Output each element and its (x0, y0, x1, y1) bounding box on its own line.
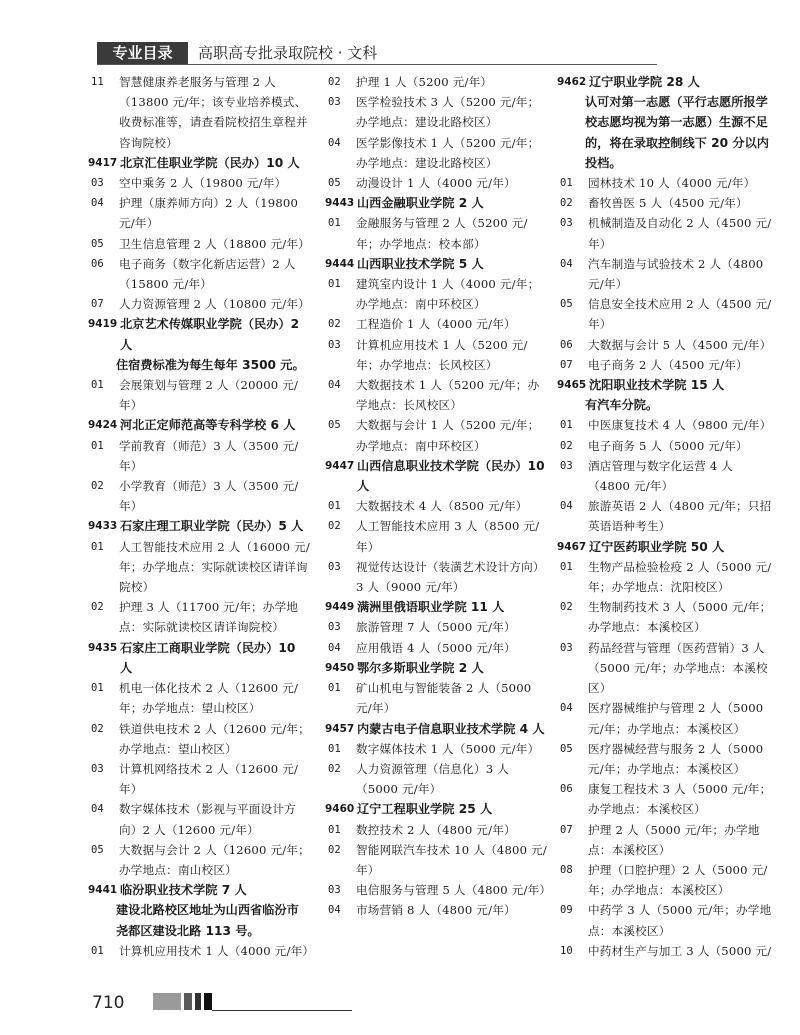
program-text: 铁道供电技术 2 人（12600 元/年；办学地点：望山校区） (119, 721, 310, 756)
school-code: 9450 (325, 661, 355, 674)
program-entry (325, 638, 551, 658)
school-code: 9441 (88, 884, 118, 897)
program-entry (88, 436, 310, 476)
program-number: 04 (560, 257, 573, 270)
program-number: 02 (91, 722, 104, 735)
program-number: 02 (328, 520, 341, 533)
school-name: 北京汇佳职业学院（民办）10 人 (120, 155, 300, 170)
school-code: 9443 (325, 197, 355, 210)
program-text: 数字媒体技术（影视与平面设计方向）2 人（12600 元/年） (119, 802, 296, 837)
program-text: 矿山机电与智能装备 2 人（5000 元/年） (356, 681, 532, 716)
program-text: 人力资源管理（信息化）3 人（5000 元/年） (356, 761, 509, 797)
program-number: 01 (328, 278, 341, 291)
program-entry (325, 335, 551, 375)
program-text: 护理 3 人（11700 元/年；办学地点：实际就读校区请详询院校） (119, 600, 299, 635)
program-text: 会展策划与管理 2 人（20000 元/年） (119, 378, 299, 413)
program-number: 08 (560, 863, 573, 876)
program-number: 01 (328, 217, 341, 230)
program-entry (88, 597, 310, 637)
school-name: 山西信息职业技术学院（民办）10 人 (357, 458, 545, 494)
program-text: 人工智能技术应用 3 人（8500 元/年） (356, 519, 540, 554)
school-name: 北京艺术传媒职业学院（民办）2 人 (120, 317, 300, 352)
school-code: 9433 (88, 520, 118, 533)
program-text: 医疗器械经营与服务 2 人（5000 元/年；办学地点：本溪校区） (588, 741, 764, 776)
program-text: 数字媒体技术 1 人（5000 元/年） (356, 741, 540, 756)
program-number: 10 (560, 944, 573, 957)
program-entry (557, 638, 775, 699)
program-number: 04 (560, 702, 573, 715)
program-number: 01 (91, 944, 104, 957)
program-text: 中药学 3 人（5000 元/年；办学地点：本溪校区） (588, 903, 772, 938)
program-entry (325, 133, 551, 173)
program-text: 电子商务 5 人（5000 元/年） (588, 438, 748, 453)
program-number: 06 (91, 257, 104, 270)
column-3 (557, 72, 775, 961)
program-text: 园林技术 10 人（4000 元/年） (588, 176, 756, 191)
school-code: 9457 (325, 722, 355, 735)
page-header (97, 42, 657, 64)
program-text: 生物制药技术 3 人（5000 元/年；办学地点：本溪校区） (588, 600, 772, 635)
program-text: 数控技术 2 人（4800 元/年） (356, 822, 516, 837)
program-entry (557, 173, 775, 193)
program-text: 市场营销 8 人（4800 元/年） (356, 903, 516, 918)
school-heading (325, 254, 551, 274)
program-entry (325, 415, 551, 455)
program-entry (557, 900, 775, 940)
school-name: 石家庄工商职业学院（民办）10 人 (120, 640, 296, 675)
program-text: 畜牧兽医 5 人（4500 元/年） (588, 196, 748, 211)
school-heading (557, 537, 775, 557)
program-entry (557, 557, 775, 597)
program-text: 汽车制造与试验技术 2 人（4800 元/年） (588, 256, 764, 292)
program-entry (557, 294, 775, 334)
program-text: 护理 1 人（5200 元/年） (356, 75, 493, 89)
school-name: 鄂尔多斯职业学院 2 人 (357, 660, 484, 675)
program-number: 01 (328, 742, 341, 755)
school-code: 9419 (88, 318, 118, 331)
school-name: 辽宁医药职业学院 50 人 (589, 539, 725, 554)
program-entry (557, 335, 775, 355)
school-note: 住宿费标准为每生每年 3500 元。 (116, 357, 305, 372)
school-heading (325, 799, 551, 819)
program-entry (88, 759, 310, 799)
program-number: 01 (560, 560, 573, 573)
program-number: 07 (560, 358, 573, 371)
program-text: 电子商务 2 人（4500 元/年） (588, 357, 748, 372)
column-2 (325, 72, 551, 921)
program-entry (325, 820, 551, 840)
school-heading (88, 880, 310, 900)
program-number: 01 (560, 419, 573, 432)
program-text: 空中乘务 2 人（19800 元/年） (119, 176, 287, 191)
program-text: 护理（康养师方向）2 人（19800 元/年） (119, 196, 299, 231)
program-text: 计算机应用技术 1 人（4000 元/年） (119, 943, 315, 958)
program-number: 01 (91, 540, 104, 553)
section-badge: 专业目录 (97, 42, 188, 64)
school-name: 临汾职业技术学院 7 人 (120, 883, 247, 898)
school-code: 9424 (88, 419, 118, 432)
school-heading (325, 597, 551, 617)
program-entry (557, 456, 775, 496)
program-text: 酒店管理与数字化运营 4 人（4800 元/年） (588, 458, 734, 494)
program-number: 02 (328, 318, 341, 331)
program-entry (88, 476, 310, 516)
school-code: 9447 (325, 459, 355, 472)
program-entry (557, 355, 775, 375)
program-entry (325, 900, 551, 920)
program-entry (88, 72, 310, 153)
program-entry (557, 254, 775, 294)
program-number: 05 (328, 419, 341, 432)
program-entry (325, 314, 551, 334)
program-number: 06 (560, 338, 573, 351)
program-entry (325, 92, 551, 132)
program-entry (557, 436, 775, 456)
program-number: 03 (91, 762, 104, 775)
program-text: 中医康复技术 4 人（9800 元/年） (588, 418, 772, 433)
school-heading (88, 314, 310, 354)
school-code: 9417 (88, 156, 118, 169)
school-code: 9444 (325, 257, 355, 270)
program-entry (88, 678, 310, 718)
school-note: 有汽车分院。 (585, 398, 659, 413)
program-text: 金融服务与管理 2 人（5200 元/年；办学地点：校本部） (356, 216, 528, 251)
program-text: 康复工程技术 3 人（5000 元/年；办学地点：本溪校区） (588, 782, 772, 817)
program-text: 电信服务与管理 5 人（4800 元/年） (356, 883, 552, 898)
program-text: 中药材生产与加工 3 人（5000 元/ (588, 943, 772, 958)
program-entry (88, 799, 310, 839)
program-text: 智慧健康养老服务与管理 2 人（13800 元/年；该专业培养模式、收费标准等，请查看院校招生章程并咨询院校） (119, 75, 308, 150)
program-number: 02 (328, 762, 341, 775)
program-number: 02 (560, 601, 573, 614)
program-entry (88, 173, 310, 193)
school-name: 河北正定师范高等专科学校 6 人 (120, 418, 296, 433)
school-heading (88, 638, 310, 678)
program-number: 11 (91, 76, 104, 88)
program-number: 01 (91, 379, 104, 392)
program-entry (557, 739, 775, 779)
program-number: 09 (560, 904, 573, 917)
footer-decoration (153, 993, 213, 1010)
footer-rule (212, 1010, 352, 1011)
program-entry (557, 698, 775, 738)
program-number: 03 (328, 560, 341, 573)
program-entry (557, 415, 775, 435)
program-text: 应用俄语 4 人（5000 元/年） (356, 640, 516, 655)
program-entry (325, 739, 551, 759)
program-number: 02 (560, 197, 573, 210)
school-heading (325, 193, 551, 213)
school-heading (88, 153, 310, 173)
program-text: 电子商务（数字化新店运营）2 人（15800 元/年） (119, 256, 296, 292)
program-text: 旅游英语 2 人（4800 元/年；只招英语语种考生） (588, 499, 772, 534)
program-text: 旅游管理 7 人（5000 元/年） (356, 620, 516, 635)
program-number: 03 (560, 217, 573, 230)
program-text: 计算机网络技术 2 人（12600 元/年） (119, 761, 299, 797)
program-number: 04 (328, 379, 341, 392)
school-code: 9467 (557, 540, 587, 553)
program-entry (88, 375, 310, 415)
program-entry (557, 213, 775, 253)
program-entry (88, 719, 310, 759)
program-number: 01 (560, 177, 573, 190)
program-entry (557, 597, 775, 637)
program-entry (88, 234, 310, 254)
school-heading (557, 72, 775, 92)
program-text: 护理 2 人（5000 元/年；办学地点：本溪校区） (588, 822, 760, 857)
program-number: 01 (91, 682, 104, 695)
program-number: 02 (560, 439, 573, 452)
program-text: 动漫设计 1 人（4000 元/年） (356, 176, 516, 191)
program-text: 大数据与会计 1 人（5200 元/年；办学地点：南中环校区） (356, 418, 540, 453)
school-code: 9462 (557, 76, 587, 88)
program-number: 02 (91, 480, 104, 493)
program-entry (325, 880, 551, 900)
program-text: 人工智能技术应用 2 人（16000 元/年；办学地点：实际就读校区请详询院校） (119, 539, 310, 595)
program-number: 04 (91, 197, 104, 210)
program-text: 人力资源管理 2 人（10800 元/年） (119, 297, 310, 312)
program-text: 机械制造及自动化 2 人（4500 元/年） (588, 216, 772, 251)
footer-bar (184, 993, 192, 1010)
program-number: 04 (91, 803, 104, 816)
program-text: 视觉传达设计（装潢艺术设计方向）3 人（9000 元/年） (356, 559, 545, 595)
program-entry (325, 840, 551, 880)
school-name: 辽宁职业学院 28 人 (589, 75, 700, 89)
program-entry (325, 496, 551, 516)
program-number: 03 (328, 621, 341, 634)
program-number: 04 (560, 500, 573, 513)
footer-bar (153, 993, 181, 1010)
page-number: 710 (92, 993, 125, 1013)
program-entry (88, 193, 310, 233)
program-entry (88, 294, 310, 314)
program-entry (325, 72, 551, 92)
school-name: 内蒙古电子信息职业技术学院 4 人 (357, 721, 545, 736)
program-number: 01 (328, 823, 341, 836)
program-text: 大数据与会计 5 人（4500 元/年） (588, 337, 772, 352)
program-text: 机电一体化技术 2 人（12600 元/年；办学地点：望山校区） (119, 681, 299, 716)
school-note: 认可对第一志愿（平行志愿所报学校志愿均视为第一志愿）生源不足的，将在录取控制线下 20 分以内投档。 (585, 95, 769, 170)
program-text: 计算机应用技术 1 人（5200 元/年；办学地点：长风校区） (356, 337, 528, 372)
program-entry (325, 617, 551, 637)
program-number: 04 (328, 641, 341, 654)
program-entry (557, 941, 775, 961)
program-number: 04 (328, 904, 341, 917)
program-entry (88, 254, 310, 294)
program-number: 01 (91, 439, 104, 452)
program-number: 02 (328, 843, 341, 856)
program-entry (88, 840, 310, 880)
program-number: 03 (560, 641, 573, 654)
program-text: 工程造价 1 人（4000 元/年） (356, 317, 516, 332)
school-name: 石家庄理工职业学院（民办）5 人 (120, 519, 304, 534)
program-entry (325, 274, 551, 314)
program-text: 生物产品检验检疫 2 人（5000 元/年；办学地点：沈阳校区） (588, 559, 772, 595)
footer-bar (195, 993, 201, 1010)
school-code: 9465 (557, 379, 587, 392)
program-number: 05 (91, 843, 104, 856)
program-number: 03 (328, 884, 341, 897)
school-code: 9460 (325, 803, 355, 816)
program-number: 03 (560, 459, 573, 472)
school-heading (88, 516, 310, 536)
program-entry (557, 779, 775, 819)
program-text: 医疗器械维护与管理 2 人（5000 元/年；办学地点：本溪校区） (588, 701, 764, 736)
program-entry (88, 537, 310, 598)
program-number: 03 (328, 338, 341, 351)
program-text: 小学教育（师范）3 人（3500 元/年） (119, 479, 299, 514)
program-number: 06 (560, 783, 573, 796)
school-heading (325, 456, 551, 496)
school-name: 辽宁工程职业学院 25 人 (357, 802, 493, 817)
program-number: 05 (560, 742, 573, 755)
program-entry (325, 516, 551, 556)
program-text: 学前教育（师范）3 人（3500 元/年） (119, 438, 299, 473)
footer-bar (204, 993, 212, 1010)
program-number: 05 (91, 237, 104, 250)
program-number: 01 (328, 682, 341, 695)
school-name: 满洲里俄语职业学院 11 人 (357, 600, 505, 615)
program-number: 07 (91, 298, 104, 311)
program-text: 大数据与会计 2 人（12600 元/年；办学地点：南山校区） (119, 842, 310, 877)
program-number: 02 (328, 76, 341, 88)
program-text: 大数据技术 4 人（8500 元/年） (356, 499, 528, 514)
program-text: 护理（口腔护理）2 人（5000 元/年；办学地点：本溪校区） (588, 862, 768, 898)
program-number: 04 (328, 136, 341, 149)
program-text: 大数据技术 1 人（5200 元/年；办学地点：长风校区） (356, 378, 540, 413)
header-title: 高职高专批录取院校 · 文科 (198, 44, 378, 62)
program-text: 药品经营与管理（医药营销）3 人（5000 元/年；办学地点：本溪校区） (588, 640, 768, 696)
school-name: 山西金融职业学院 2 人 (357, 196, 484, 211)
program-number: 01 (328, 500, 341, 513)
program-text: 信息安全技术应用 2 人（4500 元/年） (588, 297, 772, 332)
program-number: 03 (328, 96, 341, 109)
program-entry (325, 213, 551, 253)
school-code: 9449 (325, 601, 355, 614)
program-text: 医学影像技术 1 人（5200 元/年；办学地点：建设北路校区） (356, 135, 540, 170)
program-entry (325, 557, 551, 597)
column-1 (88, 72, 315, 961)
school-heading (325, 719, 551, 739)
program-entry (557, 193, 775, 213)
school-note: 建设北路校区地址为山西省临汾市尧都区建设北路 113 号。 (116, 903, 299, 938)
program-entry (325, 173, 551, 193)
program-number: 07 (560, 823, 573, 836)
school-name: 山西职业技术学院 5 人 (357, 256, 484, 271)
program-number: 05 (328, 177, 341, 190)
school-code: 9435 (88, 641, 118, 654)
school-heading (557, 375, 775, 395)
program-text: 建筑室内设计 1 人（4000 元/年；办学地点：南中环校区） (356, 277, 540, 312)
program-number: 05 (560, 298, 573, 311)
program-number: 03 (91, 177, 104, 190)
school-name: 沈阳职业技术学院 15 人 (589, 378, 725, 393)
school-heading (88, 415, 310, 435)
program-text: 卫生信息管理 2 人（18800 元/年） (119, 236, 310, 251)
program-entry (325, 375, 551, 415)
program-number: 02 (91, 601, 104, 614)
school-heading (325, 658, 551, 678)
program-text: 医学检验技术 3 人（5200 元/年；办学地点：建设北路校区） (356, 95, 540, 130)
program-entry (557, 860, 775, 900)
program-text: 智能网联汽车技术 10 人（4800 元/年） (356, 842, 547, 877)
program-entry (88, 941, 315, 961)
program-entry (557, 820, 775, 860)
program-entry (557, 496, 775, 536)
program-entry (325, 678, 551, 718)
program-entry (325, 759, 551, 799)
header-rule (97, 64, 657, 65)
